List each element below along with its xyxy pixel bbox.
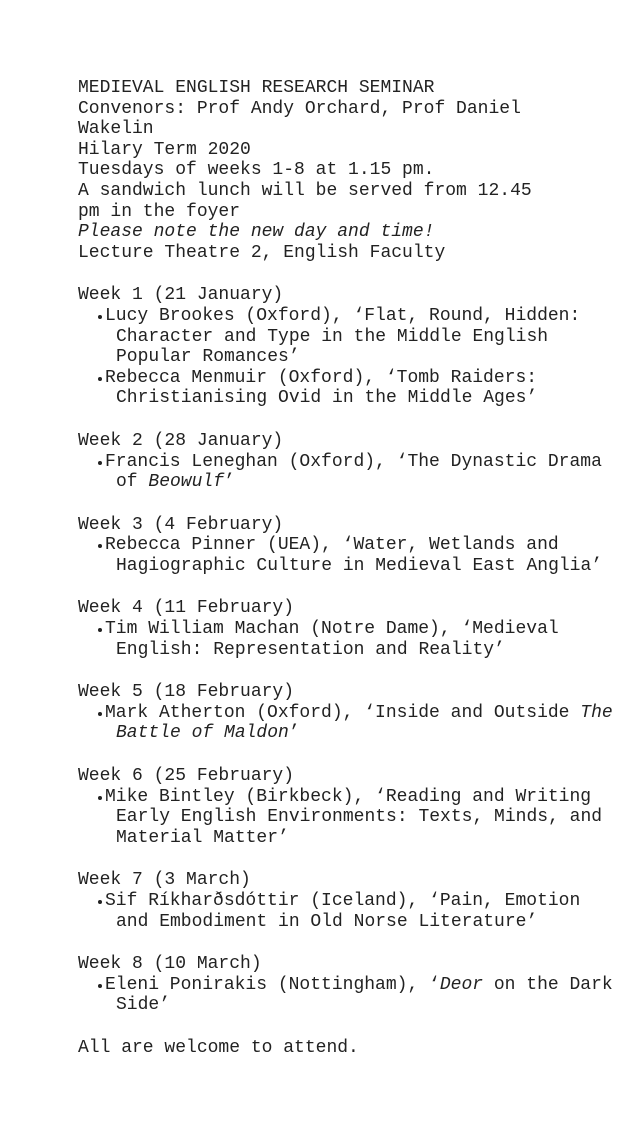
talk-speaker-and-title: Rebecca Pinner (UEA), ‘Water, Wetlands and Hagiographic Culture in Medieval East Anglia’ (105, 535, 603, 576)
talk-text (105, 891, 618, 932)
closing-note: All are welcome to attend. (78, 1037, 359, 1058)
talk-item (78, 535, 618, 576)
lunch-line-1: A sandwich lunch will be served from 12.45 (78, 180, 532, 201)
talk-item (78, 452, 618, 493)
talk-item (78, 368, 618, 409)
talk-italic-title: Beowulf (148, 472, 225, 493)
talk-title-end: on the Dark Side’ (116, 974, 613, 1016)
term: Hilary Term 2020 (78, 139, 251, 160)
week-block (78, 870, 618, 932)
talk-speaker-and-title: Sif Ríkharðsdóttir (Iceland), ‘Pain, Emotion and Embodiment in Old Norse Literature’ (105, 891, 581, 932)
talk-speaker-and-title: Francis Leneghan (Oxford), ‘The Dynastic Drama of (105, 451, 602, 493)
programme-header (78, 78, 618, 263)
talk-item (78, 891, 618, 932)
weeks-list (78, 285, 618, 1016)
week-block (78, 766, 618, 848)
talk-item (78, 787, 618, 849)
talk-title-end: ’ (288, 723, 300, 744)
talk-text (105, 451, 618, 493)
talk-text (105, 702, 618, 744)
convenors-line-1: Convenors: Prof Andy Orchard, Prof Daniel (78, 98, 521, 119)
week-title: Week 6 (25 February) (78, 766, 295, 787)
week-block (78, 598, 618, 660)
talk-text (105, 974, 618, 1016)
talk-speaker-and-title: Eleni Ponirakis (Nottingham), ‘ (105, 974, 440, 995)
week-title: Week 2 (28 January) (78, 430, 284, 451)
lunch-line-2: pm in the foyer (78, 201, 241, 222)
new-day-note: Please note the new day and time! (78, 222, 435, 243)
talk-item (78, 975, 618, 1016)
talk-italic-title: The Battle of Maldon (116, 702, 613, 744)
week-block (78, 431, 618, 493)
week-block (78, 954, 618, 1016)
week-title: Week 3 (4 February) (78, 514, 284, 535)
talk-speaker-and-title: Lucy Brookes (Oxford), ‘Flat, Round, Hidden: Character and Type in the Middle English Popular Romances’ (105, 305, 581, 368)
talk-speaker-and-title: Mark Atherton (Oxford), ‘Inside and Outside (105, 702, 581, 723)
talk-item (78, 703, 618, 744)
talk-italic-title: Deor (439, 974, 484, 995)
seminar-title: MEDIEVAL ENGLISH RESEARCH SEMINAR (78, 78, 435, 98)
week-block (78, 682, 618, 744)
talk-speaker-and-title: Tim William Machan (Notre Dame), ‘Medieval English: Representation and Reality’ (105, 619, 559, 660)
talk-text (105, 535, 618, 576)
week-title: Week 8 (10 March) (78, 954, 262, 975)
seminar-programme (78, 78, 618, 1059)
week-block (78, 285, 618, 409)
week-title: Week 7 (3 March) (78, 870, 251, 891)
talk-item (78, 306, 618, 368)
week-block (78, 515, 618, 577)
talk-text (105, 367, 618, 409)
talk-speaker-and-title: Rebecca Menmuir (Oxford), ‘Tomb Raiders: Christianising Ovid in the Middle Ages’ (105, 367, 538, 409)
week-title: Week 4 (11 February) (78, 598, 295, 619)
convenors-line-2: Wakelin (78, 119, 154, 140)
talk-text (105, 305, 618, 368)
week-title: Week 1 (21 January) (78, 285, 284, 306)
week-title: Week 5 (18 February) (78, 682, 295, 703)
talk-text (105, 786, 618, 849)
talk-speaker-and-title: Mike Bintley (Birkbeck), ‘Reading and Writing Early English Environments: Texts, Minds, and Material Matter’ (105, 786, 603, 848)
schedule: Tuesdays of weeks 1-8 at 1.15 pm. (78, 160, 435, 181)
talk-item (78, 619, 618, 660)
venue: Lecture Theatre 2, English Faculty (78, 242, 446, 263)
talk-title-end: ’ (224, 472, 235, 493)
talk-text (105, 619, 618, 660)
